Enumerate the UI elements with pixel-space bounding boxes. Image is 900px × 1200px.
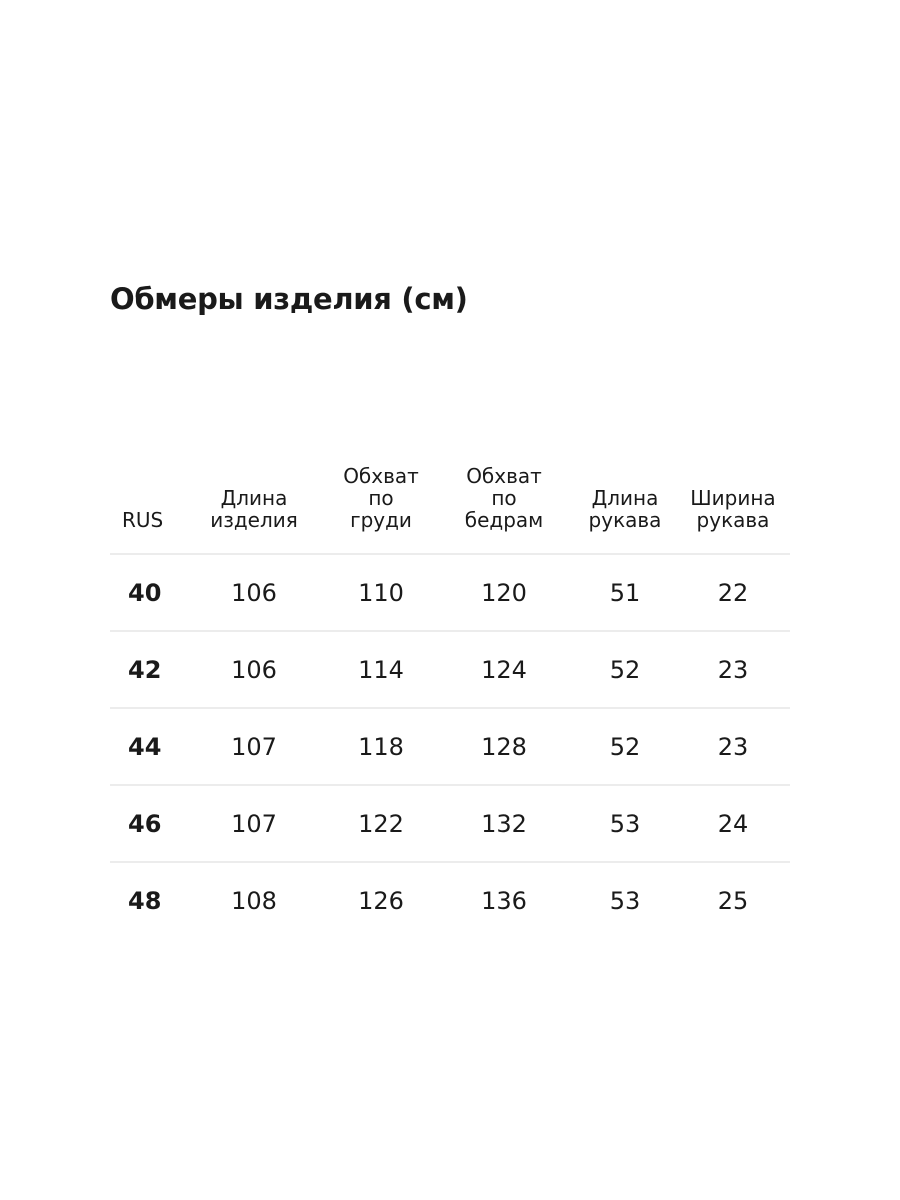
sleeve-length-cell: 51 <box>574 554 676 631</box>
header-line: Длина <box>220 486 288 510</box>
header-sleeve-width <box>676 430 790 554</box>
header-sleeve-length <box>574 430 676 554</box>
header-line: Ширина <box>690 486 776 510</box>
header-line: рукава <box>588 508 662 532</box>
header-line: Обхват <box>343 464 419 488</box>
chest-cell: 110 <box>328 554 434 631</box>
table-row <box>110 862 790 938</box>
chest-cell: 118 <box>328 708 434 785</box>
chest-cell: 114 <box>328 631 434 708</box>
header-hips <box>434 430 574 554</box>
hips-cell: 132 <box>434 785 574 862</box>
table-row <box>110 785 790 862</box>
header-line: изделия <box>210 508 298 532</box>
hips-cell: 128 <box>434 708 574 785</box>
sleeve-length-cell: 52 <box>574 708 676 785</box>
header-line: груди <box>350 508 412 532</box>
sleeve-width-cell: 23 <box>676 708 790 785</box>
header-length <box>180 430 328 554</box>
sleeve-width-cell: 25 <box>717 886 749 915</box>
header-line: по <box>491 486 517 510</box>
sleeve-length-cell: 52 <box>574 631 676 708</box>
size-cell: 46 <box>110 785 180 862</box>
sleeve-width-cell: 23 <box>676 631 790 708</box>
table-row <box>110 708 790 785</box>
hips-cell: 124 <box>434 631 574 708</box>
sleeve-width-cell: 22 <box>676 554 790 631</box>
header-row <box>110 430 790 554</box>
header-line: по <box>368 486 394 510</box>
length-cell: 108 <box>231 886 277 915</box>
table-row <box>110 554 790 631</box>
size-cell: 48 <box>128 886 162 915</box>
header-line: Длина <box>591 486 659 510</box>
size-cell: 40 <box>110 554 180 631</box>
size-cell: 42 <box>110 631 180 708</box>
header-line: рукава <box>696 508 770 532</box>
chest-cell: 122 <box>328 785 434 862</box>
length-cell: 106 <box>180 631 328 708</box>
length-cell: 107 <box>180 785 328 862</box>
table-row <box>110 631 790 708</box>
size-table <box>110 430 790 938</box>
length-cell: 106 <box>180 554 328 631</box>
header-line: RUS <box>122 508 164 532</box>
sleeve-length-cell: 53 <box>609 886 641 915</box>
header-chest <box>328 430 434 554</box>
chest-cell: 126 <box>358 886 404 915</box>
hips-cell: 136 <box>481 886 527 915</box>
sleeve-width-cell: 24 <box>676 785 790 862</box>
header-line: бедрам <box>464 508 544 532</box>
length-cell: 107 <box>180 708 328 785</box>
sleeve-length-cell: 53 <box>574 785 676 862</box>
page-title: Обмеры изделия (см) <box>110 282 468 316</box>
header-line: Обхват <box>466 464 542 488</box>
header-rus <box>110 430 180 554</box>
hips-cell: 120 <box>434 554 574 631</box>
size-cell: 44 <box>110 708 180 785</box>
